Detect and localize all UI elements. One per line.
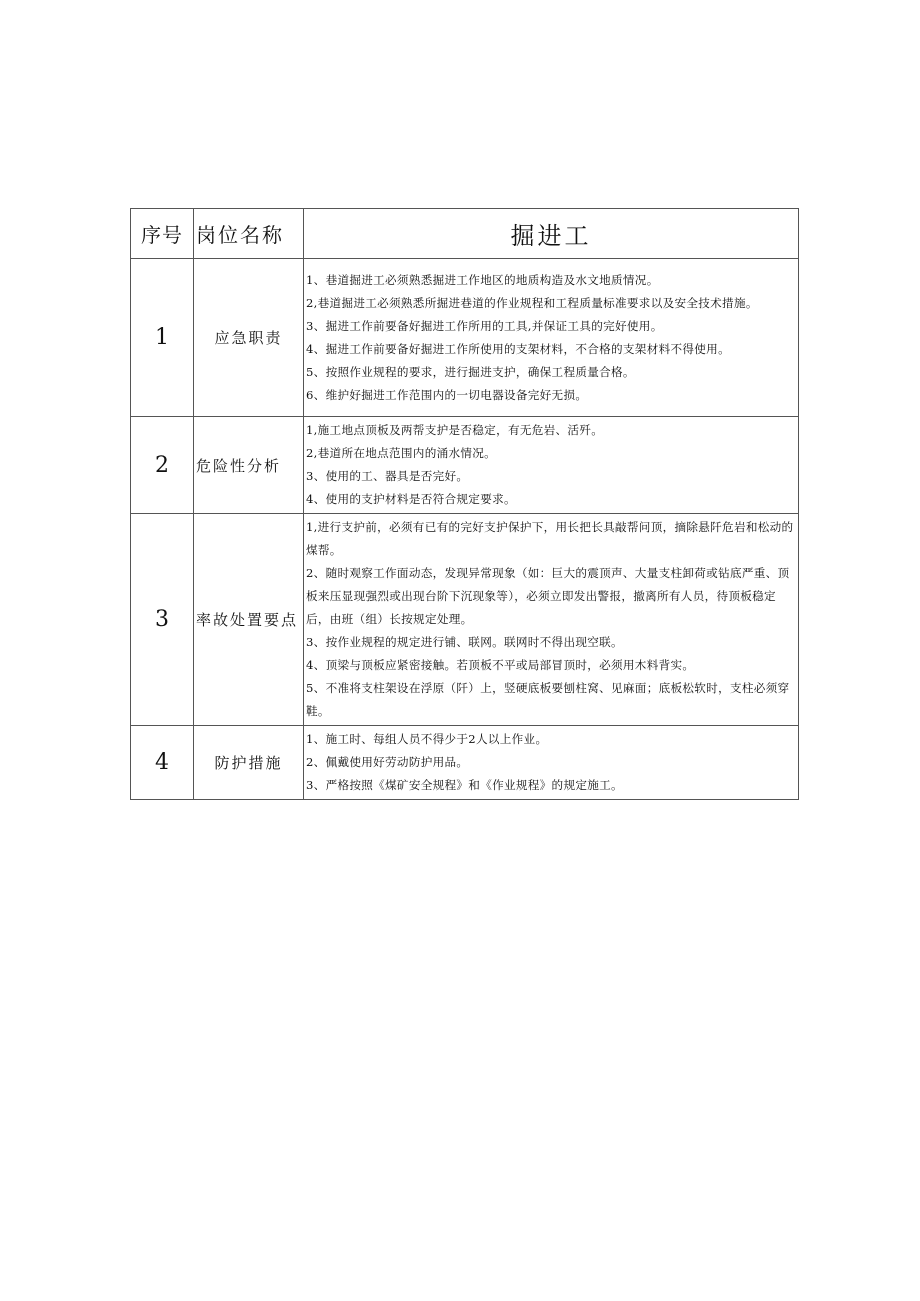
row-index: 4 bbox=[131, 726, 194, 800]
index-header: 序号 bbox=[131, 209, 194, 259]
content-item: 1,进行支护前，必须有已有的完好支护保护下，用长把长具敲帮问顶，摘除悬阡危岩和松动的煤帮。 bbox=[306, 520, 794, 557]
content-item: 1,施工地点顶板及两帮支护是否稳定，有无危岩、活歼。 bbox=[306, 423, 604, 437]
post-name: 危险性分析 bbox=[194, 417, 304, 514]
content-item: 1、施工时、每组人员不得少于2人以上作业。 bbox=[306, 732, 548, 746]
content-item: 3、使用的工、器具是否完好。 bbox=[306, 469, 469, 483]
duty-table bbox=[130, 208, 799, 800]
content-item: 2、随时观察工作面动态，发现异常现象（如：巨大的震顶声、大量支柱卸荷或钻底严重、顶板来压显现强烈或出现台阶下沉现象等），必须立即发出警报，撤离所有人员，待顶板稳定后，由班（组）长按规定处理。 bbox=[306, 566, 790, 626]
table-row bbox=[131, 514, 799, 726]
table-row bbox=[131, 417, 799, 514]
content-item: 4、使用的支护材料是否符合规定要求。 bbox=[306, 492, 516, 506]
post-name: 率故处置要点 bbox=[194, 514, 304, 726]
content-item: 2,巷道掘进工必须熟悉所掘进巷道的作业规程和工程质量标准要求以及安全技术措施。 bbox=[306, 295, 758, 310]
row-index: 1 bbox=[131, 259, 194, 417]
post-name: 应急职责 bbox=[194, 259, 304, 417]
content-item: 5、按照作业规程的要求，进行掘进支护，确保工程质量合格。 bbox=[306, 364, 635, 379]
post-name: 防护措施 bbox=[194, 726, 304, 800]
row-content bbox=[304, 259, 799, 417]
row-index: 3 bbox=[131, 514, 194, 726]
content-item: 2、佩戴使用好劳动防护用品。 bbox=[306, 755, 469, 769]
content-item: 3、按作业规程的规定进行铺、联网。联网时不得出现空联。 bbox=[306, 635, 623, 649]
content-item: 4、顶梁与顶板应紧密接触。若顶板不平或局部冒顶时，必须用木料背实。 bbox=[306, 658, 695, 672]
row-content bbox=[304, 417, 799, 514]
content-item: 1、巷道掘进工必须熟悉掘进工作地区的地质构造及水文地质情况。 bbox=[306, 272, 659, 287]
row-content bbox=[304, 726, 799, 800]
content-item: 5、不准将支柱架设在浮原（阡）上，竖硬底板要刨柱窝、见麻面；底板松软时，支柱必须穿鞋。 bbox=[306, 681, 790, 718]
table-header-row bbox=[131, 209, 799, 259]
content-item: 2,巷道所在地点范围内的涌水情况。 bbox=[306, 446, 497, 460]
content-item: 4、掘进工作前要备好掘进工作所使用的支架材料，不合格的支架材料不得使用。 bbox=[306, 341, 730, 356]
row-index: 2 bbox=[131, 417, 194, 514]
content-item: 3、掘进工作前要备好掘进工作所用的工具,并保证工具的完好使用。 bbox=[306, 318, 663, 333]
content-item: 3、严格按照《煤矿安全规程》和《作业规程》的规定施工。 bbox=[306, 778, 623, 792]
table-row bbox=[131, 726, 799, 800]
row-content bbox=[304, 514, 799, 726]
post-name-header: 岗位名称 bbox=[194, 209, 304, 259]
content-item: 6、维护好掘进工作范围内的一切电器设备完好无损。 bbox=[306, 387, 588, 402]
job-title: 掘进工 bbox=[304, 209, 799, 259]
table-row bbox=[131, 259, 799, 417]
